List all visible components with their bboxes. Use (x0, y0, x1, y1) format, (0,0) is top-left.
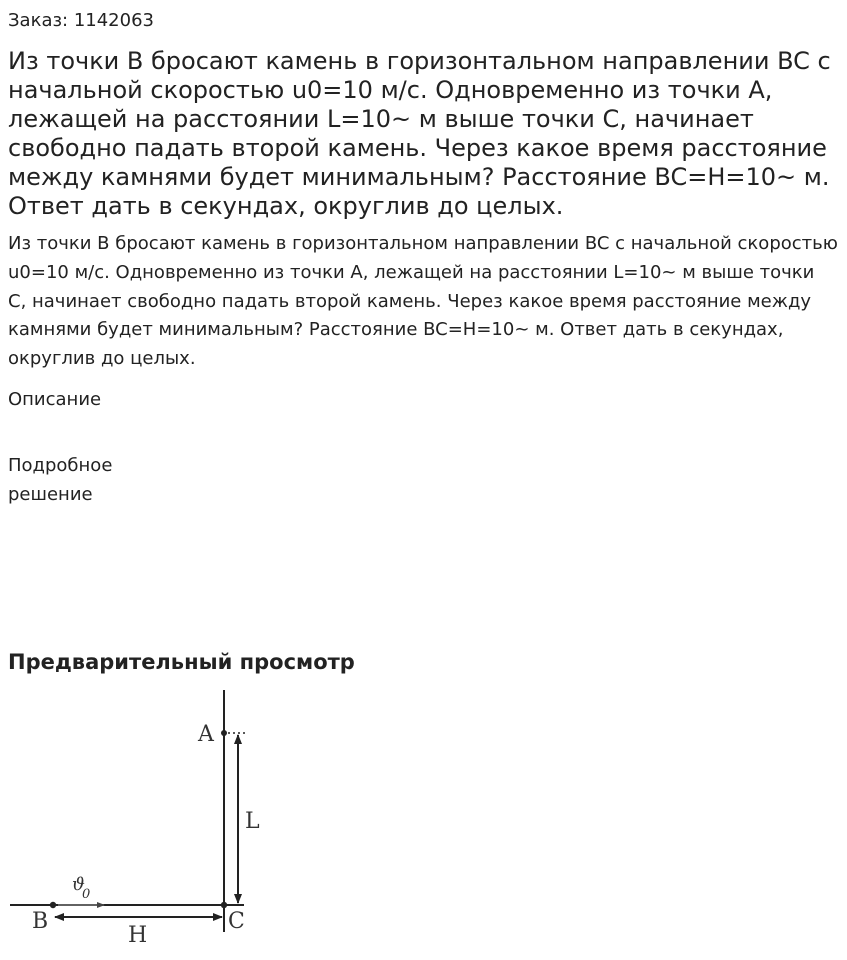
description-label: Описание (8, 389, 102, 410)
problem-title: Из точки B бросают камень в горизонтальном направлении BC с начальной скоростью u0=10 м/с. Одновременно из точки A, лежащей на расстоянии L=10~ м выше точки C, начинает свободно падать второй камень. Через какое время расстояние между камнями будет минимальным? Расстояние BC=H=10~ м. Ответ дать в секундах, округлив до целых. (8, 47, 831, 220)
preview-diagram (0, 680, 290, 950)
label-b: B (32, 909, 49, 934)
point-a (221, 730, 227, 736)
problem-text: Из точки B бросают камень в горизонтальном направлении BC с начальной скоростью u0=10 м/с. Одновременно из точки A, лежащей на расстоянии L=10~ м выше точки C, начинает свободно падать второй камень. Через какое время расстояние между камнями будет минимальным? Расстояние BC=H=10~ м. Ответ дать в секундах, округлив до целых. (8, 233, 838, 370)
label-h: H (128, 923, 148, 948)
preview-title: Предварительный просмотр (8, 650, 355, 674)
label-c: C (228, 909, 245, 934)
solution-label: Подробное решение (8, 455, 113, 505)
point-c (221, 902, 227, 908)
label-velocity: ϑ (72, 874, 85, 895)
label-a: A (198, 722, 214, 747)
order-number: Заказ: 1142063 (8, 10, 154, 31)
point-b (50, 902, 56, 908)
label-l: L (245, 809, 260, 834)
label-velocity-subscript: 0 (82, 887, 91, 902)
